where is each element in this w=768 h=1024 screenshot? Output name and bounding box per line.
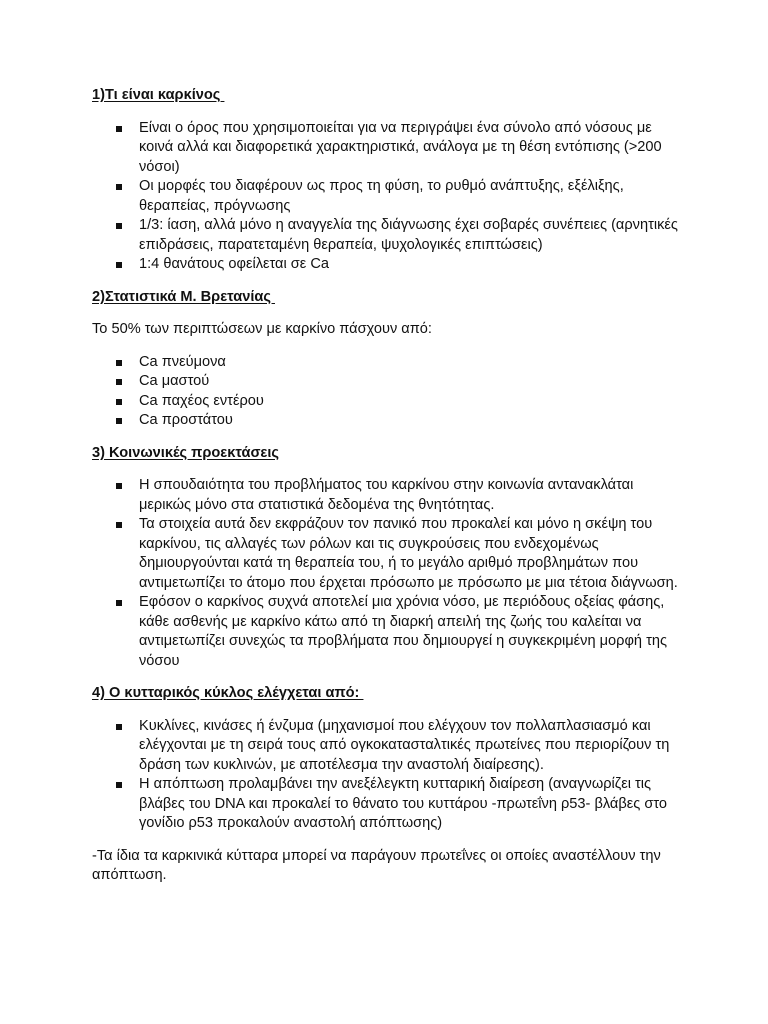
square-bullet-icon	[116, 223, 122, 229]
list-item: 1/3: ίαση, αλλά μόνο η αναγγελία της διάγνωσης έχει σοβαρές συνέπειες (αρνητικές επιδράσεις, παρατεταμένη θεραπεία, ψυχολογικές επιπτώσεις)	[139, 216, 680, 255]
list-item: Ca προστάτου	[139, 411, 680, 431]
list-item: Εφόσον ο καρκίνος συχνά αποτελεί μια χρόνια νόσο, με περιόδους οξείας φάσης, κάθε ασθενής με καρκίνο κάτω από τη διαρκή απειλή της ζωής του καλείται να αντιμετωπίζει συνεχώς τα προβλήματα που δημιουργεί η συγκεκριμένη μορφή της νόσου	[139, 593, 680, 671]
square-bullet-icon	[116, 399, 122, 405]
square-bullet-icon	[116, 483, 122, 489]
square-bullet-icon	[116, 379, 122, 385]
bullet-list-what-is-cancer	[92, 119, 680, 275]
list-item: Ca μαστού	[139, 372, 680, 392]
square-bullet-icon	[116, 360, 122, 366]
list-item: Η σπουδαιότητα του προβλήματος του καρκίνου στην κοινωνία αντανακλάται μερικώς μόνο στα στατιστικά δεδομένα της θνητότητας.	[139, 476, 680, 515]
list-item: Οι μορφές του διαφέρουν ως προς τη φύση, το ρυθμό ανάπτυξης, εξέλιξης, θεραπείας, πρόγνωσης	[139, 177, 680, 216]
square-bullet-icon	[116, 782, 122, 788]
list-item: Η απόπτωση προλαμβάνει την ανεξέλεγκτη κυτταρική διαίρεση (αναγνωρίζει τις βλάβες του DNA και προκαλεί το θάνατο του κυττάρου -πρωτεΐνη ρ53- βλάβες στο γονίδιο ρ53 προκαλούν αναστολή απόπτωσης)	[139, 775, 680, 834]
section-heading-what-is-cancer: 1)Τι είναι καρκίνος	[92, 87, 225, 103]
bullet-list-cell-cycle	[92, 717, 680, 834]
section-heading-social-implications: 3) Κοινωνικές προεκτάσεις	[92, 444, 279, 461]
square-bullet-icon	[116, 600, 122, 606]
bullet-list-cancer-types	[92, 353, 680, 431]
section-heading-uk-statistics: 2)Στατιστικά Μ. Βρετανίας	[92, 288, 275, 305]
list-item: Ca παχέος εντέρου	[139, 392, 680, 412]
square-bullet-icon	[116, 724, 122, 730]
bullet-list-social-implications	[92, 476, 680, 671]
square-bullet-icon	[116, 126, 122, 132]
section-intro-paragraph: Το 50% των περιπτώσεων με καρκίνο πάσχουν από:	[92, 321, 432, 337]
square-bullet-icon	[116, 418, 122, 424]
list-item: 1:4 θανάτους οφείλεται σε Ca	[139, 255, 680, 275]
square-bullet-icon	[116, 184, 122, 190]
section-heading-cell-cycle: 4) Ο κυτταρικός κύκλος ελέγχεται από:	[92, 685, 364, 701]
square-bullet-icon	[116, 522, 122, 528]
closing-paragraph: -Τα ίδια τα καρκινικά κύτταρα μπορεί να παράγουν πρωτεΐνες οι οποίες αναστέλλουν την απόπτωση.	[92, 847, 661, 883]
list-item: Κυκλίνες, κινάσες ή ένζυμα (μηχανισμοί που ελέγχουν τον πολλαπλασιασμό και ελέγχονται με τη σειρά τους από ογκοκατασταλτικές πρωτείνες που περιορίζουν τη δράση των κυκλινών, με αποτέλεσμα την αναστολή διαίρεσης).	[139, 717, 680, 776]
list-item: Τα στοιχεία αυτά δεν εκφράζουν τον πανικό που προκαλεί και μόνο η σκέψη του καρκίνου, τις αλλαγές των ρόλων και τις συγκρούσεις που ενδεχομένως δημιουργούνται κατά τη θεραπεία του, ή το μεγάλο αριθμό προβλημάτων που αντιμετωπίζει το άτομο που έρχεται πρόσωπο με πρόσωπο με μια τέτοια διάγνωση.	[139, 515, 680, 593]
list-item: Ca πνεύμονα	[139, 353, 680, 373]
square-bullet-icon	[116, 262, 122, 268]
list-item: Είναι ο όρος που χρησιμοποιείται για να περιγράψει ένα σύνολο από νόσους με κοινά αλλά και διαφορετικά χαρακτηριστικά, ανάλογα με τη θέση εντόπισης (>200 νόσοι)	[139, 119, 680, 178]
